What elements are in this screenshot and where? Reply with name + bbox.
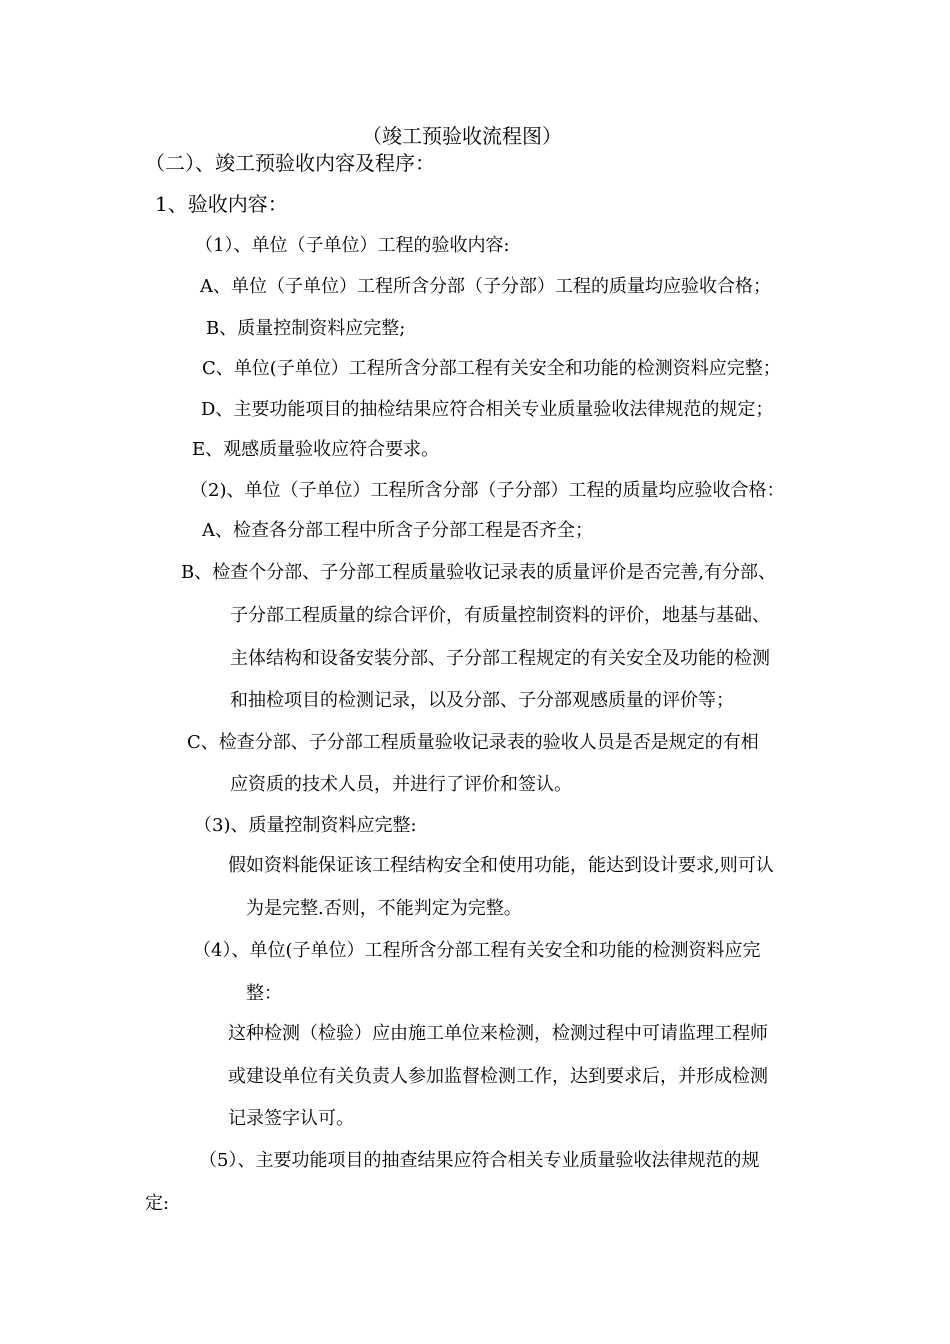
paragraph-line: B、质量控制资料应完整; (206, 318, 406, 339)
paragraph-line: 应资质的技术人员，并进行了评价和签认。 (230, 774, 572, 795)
paragraph-line: 这种检测（检验）应由施工单位来检测，检测过程中可请监理工程师 (228, 1023, 768, 1044)
paragraph-line: A、检查各分部工程中所含子分部工程是否齐全； (202, 520, 593, 541)
paragraph-line: B、检查个分部、子分部工程质量验收记录表的质量评价是否完善,有分部、 (181, 562, 776, 583)
paragraph-line: E、观感质量验收应符合要求。 (192, 439, 440, 460)
paragraph-line: （4）、单位(子单位）工程所含分部工程有关安全和功能的检测资料应完 (193, 940, 761, 961)
paragraph-line: （5）、主要功能项目的抽查结果应符合相关专业质量验收法律规范的规 (199, 1150, 760, 1171)
subheading: 1、验收内容： (155, 192, 288, 216)
section-heading: （二）、竣工预验收内容及程序： (145, 151, 435, 175)
paragraph-line: 主体结构和设备安装分部、子分部工程规定的有关安全及功能的检测 (230, 648, 770, 669)
paragraph-line: 子分部工程质量的综合评价，有质量控制资料的评价，地基与基础、 (230, 605, 770, 626)
paragraph-line: 和抽检项目的检测记录，以及分部、子分部观感质量的评价等； (230, 690, 734, 711)
paragraph-line: （2)、单位（子单位）工程所含分部（子分部）工程的质量均应验收合格： (190, 480, 785, 501)
paragraph-line: （1）、单位（子单位）工程的验收内容: (195, 235, 510, 256)
paragraph-line: （3)、质量控制资料应完整: (194, 815, 417, 836)
paragraph-line: D、主要功能项目的抽检结果应符合相关专业质量验收法律规范的规定； (201, 399, 774, 420)
paragraph-line: A、单位（子单位）工程所含分部（子分部）工程的质量均应验收合格； (200, 276, 771, 297)
paragraph-line: C、单位(子单位）工程所含分部工程有关安全和功能的检测资料应完整； (202, 358, 781, 379)
paragraph-line: 记录签字认可。 (228, 1108, 354, 1129)
paragraph-line: 为是完整.否则，不能判定为完整。 (246, 898, 522, 919)
paragraph-line: 定: (145, 1193, 170, 1214)
paragraph-line: 假如资料能保证该工程结构安全和使用功能，能达到设计要求,则可认 (228, 855, 774, 876)
flowchart-caption: （竣工预验收流程图） (362, 124, 562, 148)
paragraph-line: 或建设单位有关负责人参加监督检测工作，达到要求后，并形成检测 (228, 1066, 768, 1087)
paragraph-line: C、检查分部、子分部工程质量验收记录表的验收人员是否是规定的有相 (187, 732, 759, 753)
paragraph-line: 整： (246, 983, 282, 1004)
